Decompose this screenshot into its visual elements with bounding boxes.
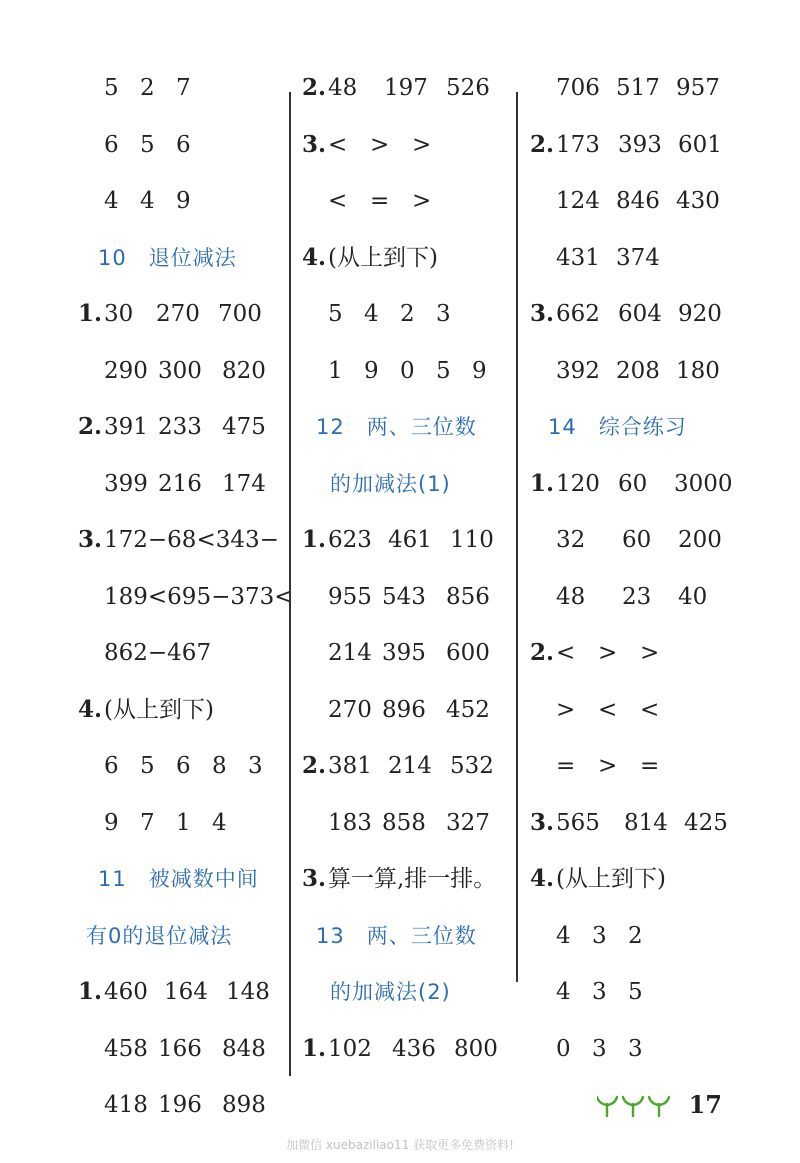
answer-value: 418	[104, 1092, 148, 1118]
answer-value: 148	[226, 979, 270, 1005]
answer-text: 172−68<343−	[104, 527, 279, 553]
answer-line	[328, 637, 506, 669]
answer-value: 120	[556, 470, 600, 497]
answer-text: (从上到下)	[104, 696, 214, 723]
answer-value: 4	[212, 809, 227, 836]
answer-value: 300	[158, 357, 202, 384]
answer-value: =	[370, 188, 390, 214]
answer-value: >	[370, 131, 390, 158]
answer-line	[556, 185, 736, 217]
answer-value: 6	[176, 131, 191, 158]
question-number: 4.	[78, 695, 103, 723]
answer-value: 920	[678, 301, 722, 327]
answer-line	[302, 1033, 514, 1065]
answer-line	[104, 468, 282, 500]
answer-value: 216	[158, 470, 202, 497]
question-number: 4.	[530, 865, 555, 892]
question-number: 4.	[302, 243, 327, 271]
answer-value: 0	[556, 1035, 571, 1062]
answer-value: 517	[616, 75, 660, 101]
answer-value: 458	[104, 1035, 148, 1062]
sprout-icon	[597, 1092, 683, 1118]
answer-value: 896	[382, 696, 426, 723]
answer-line	[328, 807, 506, 839]
answer-line	[556, 694, 682, 726]
answer-value: 957	[676, 75, 720, 101]
answer-value: 2	[628, 922, 643, 949]
answer-value: 180	[676, 357, 720, 384]
answer-text: (从上到下)	[328, 244, 438, 271]
answer-value: 197	[384, 75, 428, 101]
answer-value: 3000	[674, 470, 733, 497]
answer-value: 7	[176, 75, 191, 101]
answer-value: 3	[592, 1035, 607, 1062]
answer-line	[556, 750, 682, 782]
answer-value: 23	[622, 583, 652, 610]
answer-value: 814	[624, 809, 668, 836]
answer-line	[556, 524, 738, 556]
answer-value: 430	[676, 188, 720, 214]
answer-value: <	[556, 640, 576, 666]
answer-value: 374	[616, 244, 660, 271]
answer-value: 174	[222, 470, 266, 497]
answer-text: (从上到下)	[556, 866, 666, 892]
answer-value: 214	[328, 640, 372, 666]
answer-line	[328, 581, 506, 613]
answer-value: 327	[446, 809, 490, 836]
question-number: 1.	[530, 469, 555, 497]
answer-value: 48	[328, 75, 358, 101]
answer-value: >	[412, 188, 432, 214]
answer-value: >	[598, 753, 618, 779]
answer-value: >	[556, 696, 576, 723]
answer-line	[302, 524, 510, 556]
answer-line	[530, 637, 682, 669]
answer-value: 461	[388, 527, 432, 553]
answer-line	[104, 807, 248, 839]
answer-value: 102	[328, 1035, 372, 1062]
section-heading: 10 退位减法	[98, 245, 237, 270]
answer-value: 452	[446, 696, 490, 723]
answer-value: 532	[450, 753, 494, 779]
answer-value: 391	[104, 414, 148, 440]
answer-value: 9	[472, 357, 487, 384]
answer-value: 5	[104, 75, 119, 101]
answer-line	[78, 694, 214, 726]
answer-value: 214	[388, 753, 432, 779]
answer-value: 30	[104, 301, 134, 327]
answer-value: 8	[212, 753, 227, 779]
answer-value: 5	[628, 979, 643, 1005]
answer-line	[556, 242, 676, 274]
answer-value: 898	[222, 1092, 266, 1118]
answer-value: <	[640, 696, 660, 723]
question-number: 3.	[530, 300, 555, 327]
answer-value: 662	[556, 301, 600, 327]
answer-line	[104, 129, 212, 161]
answer-value: 270	[156, 301, 200, 327]
answer-value: 601	[678, 131, 722, 158]
answer-value: 3	[248, 753, 263, 779]
answer-value: 164	[164, 979, 208, 1005]
answer-line	[530, 129, 738, 161]
question-number: 1.	[78, 978, 103, 1005]
answer-value: 173	[556, 131, 600, 158]
question-number: 2.	[530, 130, 555, 158]
answer-value: 32	[556, 527, 586, 553]
answer-value: 4	[364, 301, 379, 327]
answer-value: 3	[592, 979, 607, 1005]
answer-value: 431	[556, 244, 600, 271]
answer-value: 233	[158, 414, 202, 440]
answer-line	[104, 185, 212, 217]
answer-value: 60	[622, 527, 652, 553]
answer-value: 3	[592, 922, 607, 949]
answer-value: 9	[104, 809, 119, 836]
question-number: 2.	[302, 74, 327, 101]
section-heading: 11 被减数中间	[98, 867, 259, 891]
answer-value: 0	[400, 357, 415, 384]
section-heading: 14 综合练习	[548, 415, 687, 439]
question-number: 3.	[78, 526, 103, 553]
answer-value: 208	[616, 357, 660, 384]
answer-value: 381	[328, 753, 372, 779]
answer-value: 526	[446, 75, 490, 101]
page-number: 17	[688, 1090, 722, 1119]
answer-value: 800	[454, 1035, 498, 1062]
answer-value: 5	[328, 301, 343, 327]
answer-line	[78, 411, 282, 443]
answer-value: 6	[104, 131, 119, 158]
answer-line	[78, 298, 278, 330]
answer-line	[104, 750, 284, 782]
answer-value: >	[598, 640, 618, 666]
answer-value: >	[640, 640, 660, 666]
answer-value: 475	[222, 414, 266, 440]
answer-value: 1	[328, 357, 343, 384]
answer-value: 393	[618, 131, 662, 158]
column-divider	[516, 92, 518, 982]
answer-line	[302, 863, 496, 895]
answer-value: 124	[556, 188, 600, 214]
answer-value: 4	[556, 922, 571, 949]
answer-value: 196	[158, 1092, 202, 1118]
answer-value: 436	[392, 1035, 436, 1062]
answer-value: 543	[382, 583, 426, 610]
answer-value: 6	[176, 753, 191, 779]
answer-line	[530, 863, 666, 895]
answer-value: 820	[222, 357, 266, 384]
answer-line	[104, 72, 212, 104]
answer-value: 5	[436, 357, 451, 384]
question-number: 2.	[302, 752, 327, 779]
answer-line	[556, 920, 664, 952]
answer-value: 48	[556, 583, 586, 610]
answer-value: 3	[436, 301, 451, 327]
answer-line	[556, 976, 664, 1008]
answer-text: 算一算,排一排。	[328, 866, 497, 892]
answer-line	[104, 637, 211, 669]
column-divider	[289, 92, 291, 1076]
answer-line	[556, 355, 736, 387]
answer-text: 189<695−373<	[104, 583, 294, 610]
section-heading: 12 两、三位数	[316, 415, 477, 439]
section-heading: 13 两、三位数	[316, 923, 477, 948]
answer-value: 6	[104, 753, 119, 779]
answer-value: 4	[556, 979, 571, 1005]
answer-value: 3	[628, 1035, 643, 1062]
question-number: 1.	[302, 1034, 327, 1062]
answer-line	[530, 298, 738, 330]
answer-value: >	[412, 131, 432, 158]
answer-line	[302, 129, 454, 161]
answer-line	[302, 72, 506, 104]
answer-value: 600	[446, 640, 490, 666]
answer-value: 5	[140, 131, 155, 158]
answer-value: 425	[684, 809, 728, 836]
answer-value: 4	[104, 188, 119, 214]
question-number: 3.	[530, 808, 555, 836]
answer-value: 700	[218, 301, 262, 327]
answer-line	[530, 468, 744, 500]
answer-value: <	[328, 131, 348, 158]
answer-line	[104, 1033, 282, 1065]
section-heading: 有0的退位减法	[86, 923, 233, 948]
answer-value: 565	[556, 809, 600, 836]
answer-line	[78, 976, 286, 1008]
question-number: 2.	[78, 413, 103, 440]
answer-value: 1	[176, 809, 191, 836]
question-number: 2.	[530, 639, 555, 666]
answer-line	[104, 581, 294, 613]
answer-line	[328, 694, 506, 726]
answer-line	[556, 581, 738, 613]
answer-value: 392	[556, 357, 600, 384]
answer-value: 200	[678, 527, 722, 553]
answer-line	[104, 355, 282, 387]
answer-value: 4	[140, 188, 155, 214]
answer-value: 604	[618, 301, 662, 327]
answer-line	[302, 750, 510, 782]
answer-value: 623	[328, 527, 372, 553]
answer-line	[328, 298, 472, 330]
answer-line	[328, 185, 454, 217]
answer-value: 166	[158, 1035, 202, 1062]
watermark: 加微信 xuebaziliao11 获取更多免费资料!	[286, 1138, 514, 1152]
question-number: 3.	[302, 130, 327, 158]
answer-value: 848	[222, 1035, 266, 1062]
question-number: 1.	[302, 526, 327, 553]
answer-line	[302, 242, 438, 274]
answer-value: 60	[618, 470, 648, 497]
answer-value: 9	[364, 357, 379, 384]
answer-value: 9	[176, 188, 191, 214]
answer-line	[556, 1033, 664, 1065]
section-heading: 的加减法(1)	[330, 471, 451, 496]
answer-value: =	[556, 753, 576, 779]
answer-value: 706	[556, 75, 600, 101]
question-number: 1.	[78, 300, 103, 327]
answer-value: 40	[678, 583, 708, 610]
answer-line	[556, 72, 736, 104]
answer-value: 110	[450, 527, 494, 553]
answer-value: 5	[140, 753, 155, 779]
answer-value: 955	[328, 583, 372, 610]
answer-value: 856	[446, 583, 490, 610]
section-heading: 的加减法(2)	[330, 980, 451, 1004]
answer-line	[78, 524, 279, 556]
answer-value: 7	[140, 809, 155, 836]
answer-value: 460	[104, 979, 148, 1005]
answer-value: 270	[328, 696, 372, 723]
answer-value: <	[328, 188, 348, 214]
answer-value: 846	[616, 188, 660, 214]
answer-text: 862−467	[104, 640, 212, 666]
answer-value: 2	[400, 301, 415, 327]
page-footer	[597, 1090, 722, 1119]
answer-value: <	[598, 696, 618, 723]
answer-line	[328, 355, 508, 387]
answer-value: 290	[104, 357, 148, 384]
question-number: 3.	[302, 865, 327, 892]
answer-value: 395	[382, 640, 426, 666]
answer-value: 183	[328, 809, 372, 836]
answer-value: 399	[104, 470, 148, 497]
answer-value: 858	[382, 809, 426, 836]
answer-line	[104, 1089, 282, 1121]
answer-value: =	[640, 753, 660, 779]
answer-value: 2	[140, 75, 155, 101]
answer-line	[530, 807, 744, 839]
